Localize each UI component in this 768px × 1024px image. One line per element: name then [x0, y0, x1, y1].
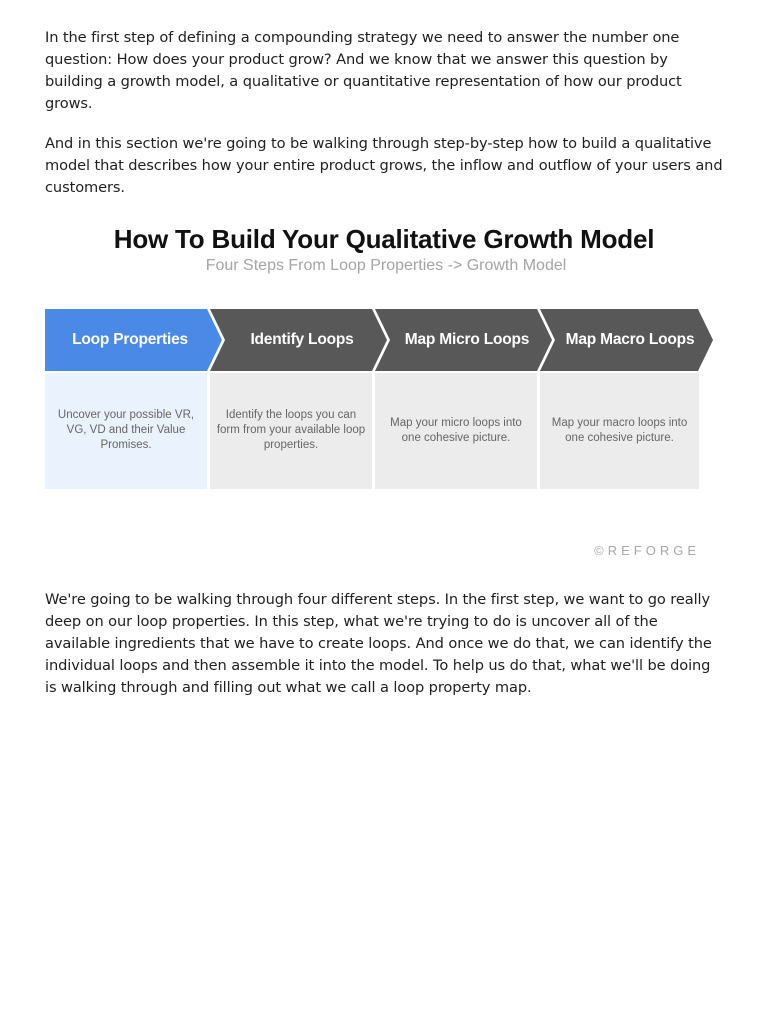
step-label-2: Identify Loops — [250, 331, 354, 348]
step-label-4: Map Macro Loops — [565, 331, 695, 348]
step-description-4: Map your macro loops into one cohesive picture. — [551, 417, 688, 444]
section-paragraph: And in this section we're going to be walking through step-by-step how to build a qualitative model that describes how your entire product grows, the inflow and outflow of your users and customers. — [45, 135, 723, 196]
reforge-logo: ©REFORGE — [594, 543, 700, 558]
step-description-3: Map your micro loops into one cohesive picture. — [390, 417, 522, 444]
figure-subtitle: Four Steps From Loop Properties -> Growth Model — [205, 257, 567, 274]
steps-paragraph: We're going to be walking through four different steps. In the first step, we want to go really deep on our loop properties. In this step, what we're trying to do is uncover all of the available ingredients that we have to create loops. And once we do that, we can identify the individual loops and then assemble it into the model. To help us do that, what we'll be doing is walking through and filling out what we call a loop property map. — [45, 591, 712, 696]
step-cell-4 — [540, 373, 699, 489]
step-label-3: Map Micro Loops — [404, 331, 530, 348]
step-cell-1 — [45, 373, 207, 489]
step-description-2: Identify the loops you can form from your available loop properties. — [216, 409, 366, 451]
step-cell-3 — [375, 373, 537, 489]
step-label-1: Loop Properties — [72, 331, 188, 348]
step-description-1: Uncover your possible VR, VG, VD and their Value Promises. — [57, 409, 195, 451]
step-cell-2 — [210, 373, 372, 489]
intro-paragraph: In the first step of defining a compounding strategy we need to answer the number one question: How does your product grow? And we know that we answer this question by building a growth model, a qualitative or quantitative representation of how our product grows. — [45, 29, 682, 112]
figure-title: How To Build Your Qualitative Growth Model — [113, 224, 655, 254]
growth-model-figure — [0, 210, 768, 570]
